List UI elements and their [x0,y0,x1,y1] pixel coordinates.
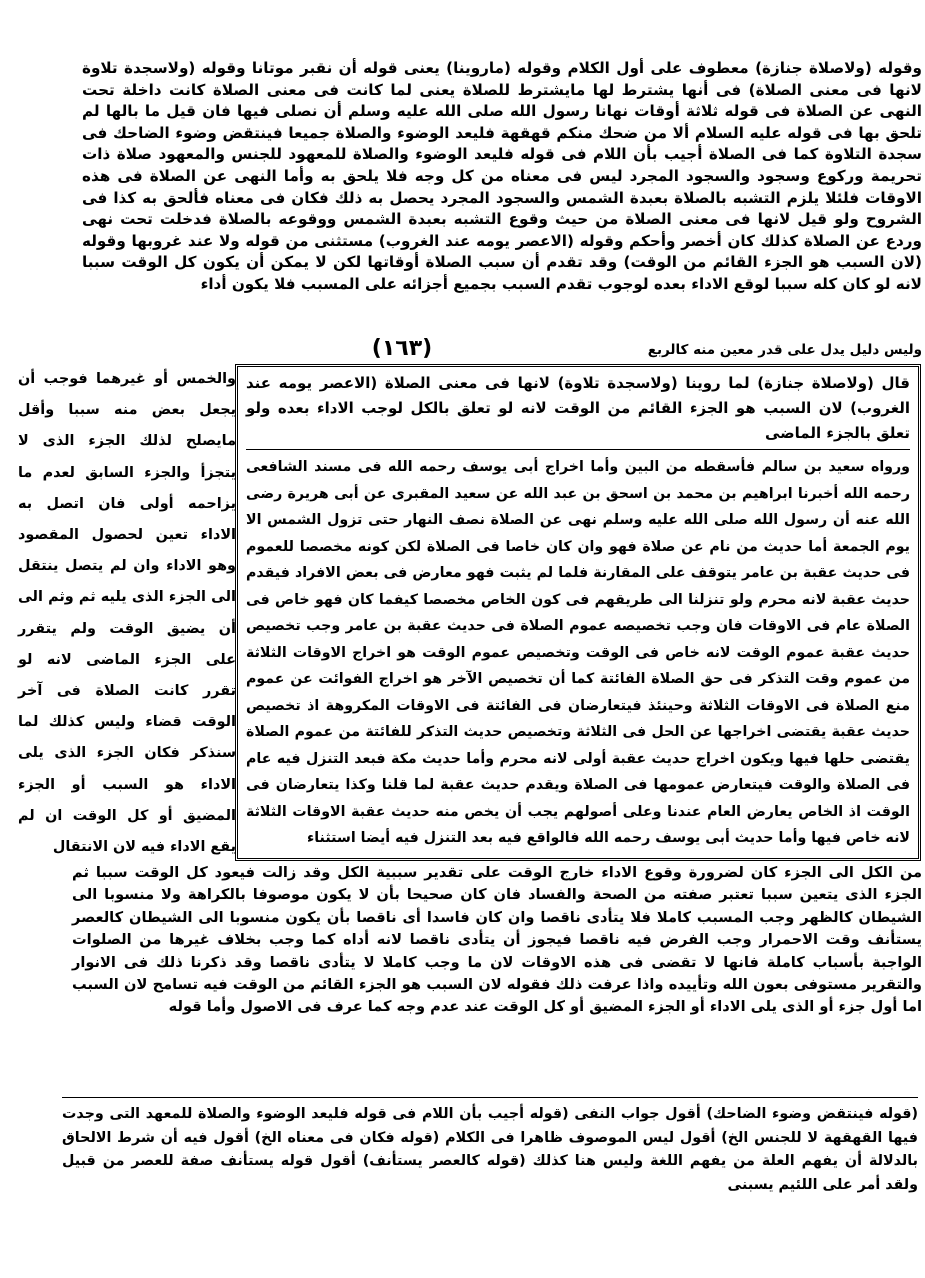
margin-top-right-text: وليس دليل يدل على قدر معين منه كالربع [647,342,922,358]
footnote-divider [62,1097,918,1098]
margin-top-right [470,340,922,360]
bottom-commentary [72,862,922,1019]
main-text-box [235,364,921,861]
side-column-commentary [18,364,236,863]
bottom-commentary-text: من الكل الى الجزء كان لضرورة وقوع الاداء خارج الوقت على تقدير سببية الكل وقد زالت فيعود كل الوقت سببا ثم الجزء الذى يتعين سببا تعتبر صفته من الصحة والفساد فان كان صحيحا بأن لا يكون موصوفا بالكراهة ولا منسوبا الى الشيطان كالظهر وجب المسبب كاملا فلا يتأدى ناقصا وان كان فاسدا أى ناقصا بأن يكون منسوبا الى الشيطان كالعصر يستأنف وقت الاحمرار وجب الفرض فيه ناقصا فيجوز أن يتأدى ناقصا لانه أداه كما وجب بخلاف غيرها من الصلوات الواجبة بأسباب كاملة فانها لا تقضى فى هذه الاوقات لان ما وجب كاملا لا يتأدى ناقصا وقد ذكرنا ذلك فى الانوار والتقرير مستوفى بعون الله وتأييده واذا عرفت ذلك فقوله لان السبب هو الجزء القائم من الوقت فيه تسامح لان السبب اما أول جزء أو الذى يلى الاداء أو الجزء المضيق أو كل الوقت عند عدم وجه كما عرف فى الاصول وأما قوله [72,864,922,1016]
matn-heading: قال (ولاصلاة جنازة) لما روينا (ولاسجدة تلاوة) لانها فى معنى الصلاة (الاعصر يومه عند الغروب) لان السبب هو الجزء القائم من الوقت لانه لو تعلق بالكل لوجب الاداء بعده ولو تعلق بالجزء الماضى [246,371,910,450]
footnote-text: (قوله فينتقض وضوء الضاحك) أقول جواب النفى (قوله أجيب بأن اللام فى قوله فليعد الوضوء والصلاة للمعهد التى وجدت فيها القهقهة لا للجنس الخ) أقول ليس الموصوف ظاهرا فى الكلام (قوله فكان فى معناه الخ) أقول فيه أن شرط الالحاق بالدلالة أن يفهم العلة من يفهم اللغة وليس هنا كذلك (قوله كالعصر يستأنف) أقول قوله يستأنف صفة للعصر من قبيل ولقد أمر على اللئيم يسبنى [62,1106,918,1193]
top-commentary-text: وقوله (ولاصلاة جنازة) معطوف على أول الكلام وقوله (ماروينا) يعنى قوله أن نقبر موتانا وقوله (ولاسجدة تلاوة لانها فى معنى الصلاة) فى أنها يشترط لها مايشترط للصلاة يعنى لما كانت فى معنى الصلاة كانت داخلة تحت النهى عن الصلاة فى قوله ثلاثة أوقات نهانا رسول الله صلى الله عليه وسلم أن نصلى فيها فان قيل ما بالها لم تلحق بها فى قوله عليه السلام ألا من ضحك منكم قهقهة فليعد الوضوء والصلاة جميعا فينتقض وضوء الضاحك فى سجدة التلاوة كما فى الصلاة أجيب بأن اللام فى قوله فليعد الوضوء والصلاة للمعهود للجنس والمعهود صلاة ذات تحريمة وركوع وسجود والسجود المجرد ليس فى معناه من كل وجه فلا يلحق به وأما النهى عن الصلاة فى هذه الاوقات فلئلا يلزم التشبه بالصلاة بعبدة الشمس والسجود المجرد يحصل به ذلك فكان فى معناه فألحق به كذا فى الشروح ولو قيل لانها فى معنى الصلاة من حيث وقوع التشبه بعبدة الشمس ووقوعه بالصلاة فدخلت تحت نهى وردع عن الصلاة كذلك كان أخصر وأحكم وقوله (الاعصر يومه عند الغروب) مستثنى من قوله ولا عند غروبها وقوله (لان السبب هو الجزء القائم من الوقت) وقد تقدم أن سبب الصلاة أوقاتها لكن لا يمكن أن يكون كل الوقت سببا لانه لو كان كله سببا لوقع الاداء بعده لوجوب تقدم السبب بجميع أجزائه على المسبب فلا يكون أداء [82,59,922,293]
footnote [62,1103,918,1197]
sharh-text: ورواه سعيد بن سالم فأسقطه من البين وأما اخراج أبى يوسف رحمه الله فى مسند الشافعى رحمه الله أخبرنا ابراهيم بن محمد بن اسحق بن عبد الله عن سعيد المقبرى عن أبى هريرة رضى الله عنه أن رسول الله صلى الله عليه وسلم نهى عن الصلاة نصف النهار حتى تزول الشمس الا يوم الجمعة أما حديث من نام عن صلاة فهو وان كان خاصا فى الصلاة لكن كونه مخصصا للعموم فى حديث عقبة بن عامر يتوقف على المقارنة فلما لم يثبت فهو معارض فى بعض الافراد فيقدم حديث عقبة لانه محرم ولو تنزلنا الى طريقهم فى كون الخاص مخصصا كيفما كان فهو خاص فى الصلاة عام فى الاوقات فان وجب تخصيصه عموم الصلاة فى حديث عقبة بن عامر وجب تخصيص حديث عقبة عموم الوقت لانه خاص فى الوقت وتخصيص عموم الوقت هو اخراج الاوقات الثلاثة من عموم وقت التذكر فى حق الصلاة الفائتة كما أن تخصيص الآخر هو اخراج الفوائت عن عموم منع الصلاة فى الاوقات الثلاثة وحينئذ فيتعارضان فى الفائتة فى الاوقات المكروهة اذ تخصيص حديث عقبة يقتضى اخراجها عن الحل فى الثلاثة وتخصيص حديث التذكر للفائتة من عموم الصلاة يقتضى حلها فيها ويكون اخراج حديث عقبة أولى لانه محرم وأما حديث مكة فبعد التنزل فيه عام فى الصلاة والوقت فيتعارض عمومها فى الصلاة ويقدم حديث عقبة لما قلنا وكذا يتعارضان فى الوقت اذ الخاص يعارض العام عندنا وعلى أصولهم يجب أن يخص منه حديث عقبة الاوقات الثلاثة لانه خاص فيها وأما حديث أبى يوسف رحمه الله فالواقع فيه بعد التنزل فيه أيضا استثناء [246,459,910,846]
top-commentary [82,58,922,296]
page-number: (١٦٣) [371,336,433,361]
side-column-text: والخمس أو غيرهما فوجب أن يجعل بعض منه سببا وأقل مايصلح لذلك الجزء الذى لا يتجزأ والجزء السابق لعدم ما يزاحمه أولى فان اتصل به الاداء تعين لحصول المقصود وهو الاداء وان لم يتصل ينتقل الى الجزء الذى يليه ثم وثم الى أن يضيق الوقت ولم يتقرر على الجزء الماضى لانه لو تقرر كانت الصلاة فى آخر الوقت قضاء وليس كذلك لما سنذكر فكان الجزء الذى يلى الاداء هو السبب أو الجزء المضيق أو كل الوقت ان لم يقع الاداء فيه لان الانتقال [18,371,236,856]
